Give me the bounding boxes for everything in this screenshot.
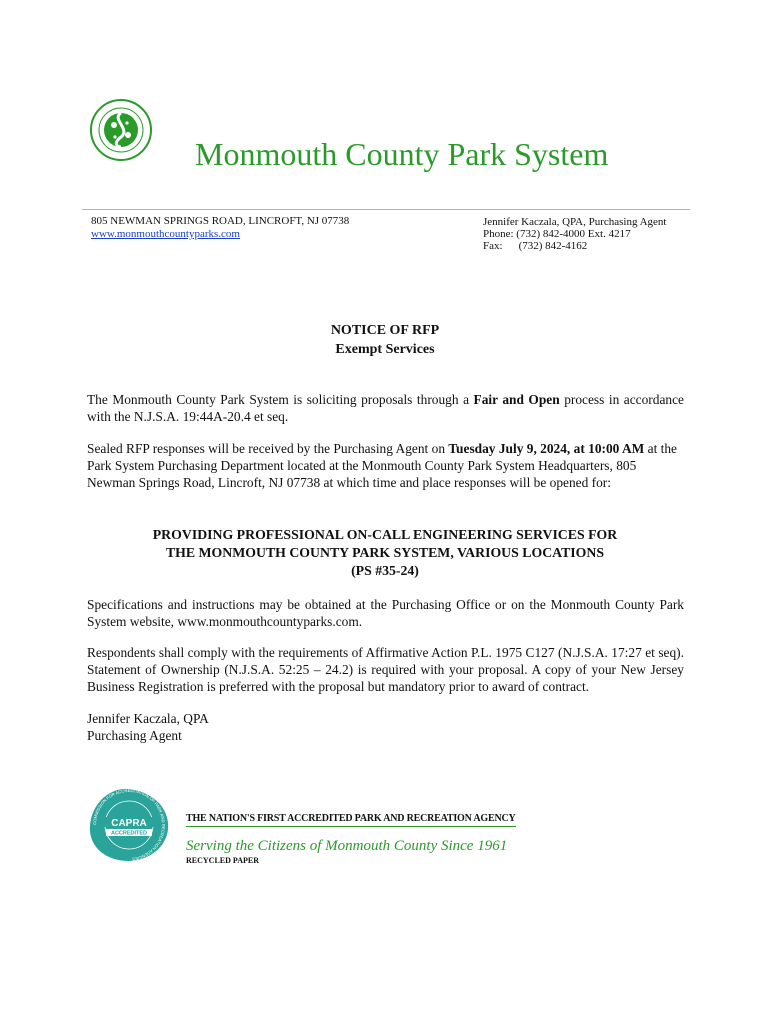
contact-fax: [483, 240, 667, 252]
contact-name: Jennifer Kaczala, QPA, Purchasing Agent: [483, 216, 667, 228]
footer-serving: Serving the Citizens of Monmouth County Since 1961: [186, 838, 508, 854]
header-divider: [82, 209, 690, 210]
p2-text-b: at the Park System Purchasing Department located at the Monmouth County Park System Headquarters, 805 Newman Springs Road, Lincroft, NJ 07738 at which time and place responses will be opened for:: [87, 441, 677, 490]
page-title: Monmouth County Park System: [195, 136, 609, 172]
p2-text-a: Sealed RFP responses will be received by the Purchasing Agent on: [87, 441, 449, 456]
contact-phone: Phone: (732) 842-4000 Ext. 4217: [483, 228, 631, 240]
footer-recycled: RECYCLED PAPER: [186, 856, 259, 865]
fax-number: (732) 842-4162: [518, 240, 588, 252]
paragraph-submission: [87, 440, 684, 491]
p2-bold-date: Tuesday July 9, 2024, at 10:00 AM: [448, 441, 645, 456]
website-link[interactable]: www.monmouthcountyparks.com: [91, 228, 240, 240]
capra-ring-text: COMMISSION FOR ACCREDITATION OF PARK AND RECREATION AGENCIES: [91, 787, 167, 862]
p1-text-b: process in accordance with the N.J.S.A. 19:44A-20.4 et seq.: [87, 392, 684, 424]
park-system-logo: [87, 99, 155, 161]
p1-bold: Fair and Open: [473, 392, 560, 407]
capra-sub: ACCREDITED: [110, 830, 148, 837]
paragraph-solicitation: [87, 391, 684, 425]
notice-heading: [0, 321, 770, 359]
notice-subtitle: Exempt Services: [335, 342, 435, 357]
signature-block: [87, 710, 684, 744]
p1-text-a: The Monmouth County Park System is soliciting proposals through a: [87, 392, 474, 407]
capra-logo: [86, 787, 172, 863]
footer-tagline: THE NATION'S FIRST ACCREDITED PARK AND RECREATION AGENCY: [186, 813, 516, 824]
service-line-2: THE MONMOUTH COUNTY PARK SYSTEM, VARIOUS LOCATIONS: [165, 545, 605, 560]
service-line-3: (PS #35-24): [351, 563, 419, 578]
service-line-1: PROVIDING PROFESSIONAL ON-CALL ENGINEERING SERVICES FOR: [152, 527, 618, 542]
capra-name: CAPRA: [111, 818, 147, 829]
service-heading: [0, 526, 770, 580]
address-text: 805 NEWMAN SPRINGS ROAD, LINCROFT, NJ 07738: [91, 215, 350, 227]
notice-title: NOTICE OF RFP: [330, 323, 440, 338]
paragraph-specifications: Specifications and instructions may be obtained at the Purchasing Office or on the Monmouth County Park System website, www.monmouthcountyparks.com.: [87, 597, 684, 629]
contact-block: [483, 216, 667, 252]
fax-label: Fax:: [483, 240, 503, 252]
footer-divider: [186, 826, 516, 827]
signer-title: Purchasing Agent: [87, 728, 182, 743]
paragraph-compliance: Respondents shall comply with the requirements of Affirmative Action P.L. 1975 C127 (N.J.S.A. 17:27 et seq). Statement of Ownership (N.J.S.A. 52:25 – 24.2) is required with your proposal. A copy of your New Jersey Business Registration is preferred with the proposal but mandatory prior to award of contract.: [87, 645, 684, 694]
signer-name: Jennifer Kaczala, QPA: [87, 711, 209, 726]
address-block: [91, 215, 349, 241]
